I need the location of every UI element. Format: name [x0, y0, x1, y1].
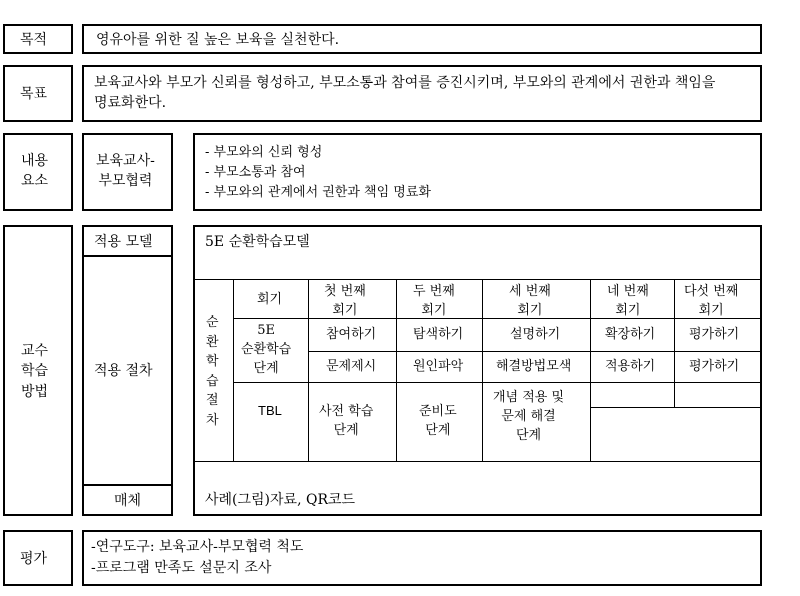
row2-cell-5: 평가하기	[689, 359, 740, 374]
content-label-box	[3, 133, 73, 211]
session-2: 두 번째 회기	[413, 284, 455, 318]
model-stage-label: 5E 순환학습 단계	[241, 323, 292, 376]
content-sub-label: 보육교사- 부모협력	[96, 153, 155, 190]
tbl-label: TBL	[258, 403, 282, 418]
model-value: 5E 순환학습모델	[205, 234, 310, 250]
row1-cell-4: 확장하기	[605, 327, 656, 342]
row1-cell-3: 설명하기	[510, 327, 561, 342]
row1-cell-2: 탐색하기	[413, 327, 464, 342]
purpose-label: 목적	[20, 32, 48, 48]
row1-cell-1: 참여하기	[326, 327, 377, 342]
procedure-side-label: 순 환 학 습 절 차	[206, 315, 219, 428]
row2-cell-3: 해결방법모색	[496, 359, 572, 374]
session-4: 네 번째 회기	[607, 284, 649, 318]
evaluation-item-1: -연구도구: 보육교사-부모협력 척도	[91, 539, 304, 555]
row2-cell-2: 원인파악	[413, 359, 464, 374]
media-label: 매체	[114, 493, 142, 509]
purpose-text: 영유아를 위한 질 높은 보육을 실천한다.	[96, 32, 340, 48]
media-value: 사례(그림)자료, QR코드	[205, 492, 356, 508]
content-sub-box	[82, 133, 173, 211]
content-label: 내용 요소	[21, 153, 49, 190]
table-top-line	[195, 279, 760, 280]
content-item-1: - 부모와의 신뢰 형성	[205, 145, 323, 160]
procedure-label: 적용 절차	[94, 363, 153, 379]
goal-text: 보육교사와 부모가 신뢰를 형성하고, 부모소통과 참여를 증진시키며, 부모와의 관계에서 권한과 책임을 명료화한다.	[94, 75, 716, 112]
evaluation-label-box	[3, 530, 73, 586]
method-label-box	[3, 225, 73, 516]
purpose-content-box	[82, 24, 762, 54]
row1-cell-5: 평가하기	[689, 327, 740, 342]
content-item-2: - 부모소통과 참여	[205, 165, 306, 180]
row3-cell-2: 준비도 단계	[419, 404, 457, 438]
goal-label-box	[3, 65, 73, 122]
model-label-box	[82, 225, 173, 257]
goal-label: 목표	[20, 86, 48, 102]
row3-cell-3: 개념 적용 및 문제 해결 단계	[493, 390, 565, 443]
session-label: 회기	[257, 292, 283, 307]
row2-cell-4: 적용하기	[605, 359, 656, 374]
purpose-label-box	[3, 24, 73, 54]
evaluation-label: 평가	[20, 551, 48, 567]
model-label: 적용 모델	[94, 234, 153, 250]
session-1: 첫 번째 회기	[324, 284, 366, 318]
content-items-box	[193, 133, 762, 211]
table-bottom-line	[195, 461, 760, 462]
row3-cell-1: 사전 학습 단계	[319, 404, 374, 438]
goal-content-box	[82, 65, 762, 122]
content-item-3: - 부모와의 관계에서 권한과 책임 명료화	[205, 185, 431, 200]
method-label: 교수 학습 방법	[21, 343, 49, 400]
method-content-box	[193, 225, 762, 516]
session-3: 세 번째 회기	[509, 284, 551, 318]
evaluation-content-box	[82, 530, 762, 586]
session-5: 다섯 번째 회기	[684, 284, 739, 318]
evaluation-item-2: -프로그램 만족도 설문지 조사	[91, 560, 272, 576]
row2-cell-1: 문제제시	[326, 359, 377, 374]
media-label-box	[82, 484, 173, 516]
procedure-label-box	[82, 255, 173, 486]
